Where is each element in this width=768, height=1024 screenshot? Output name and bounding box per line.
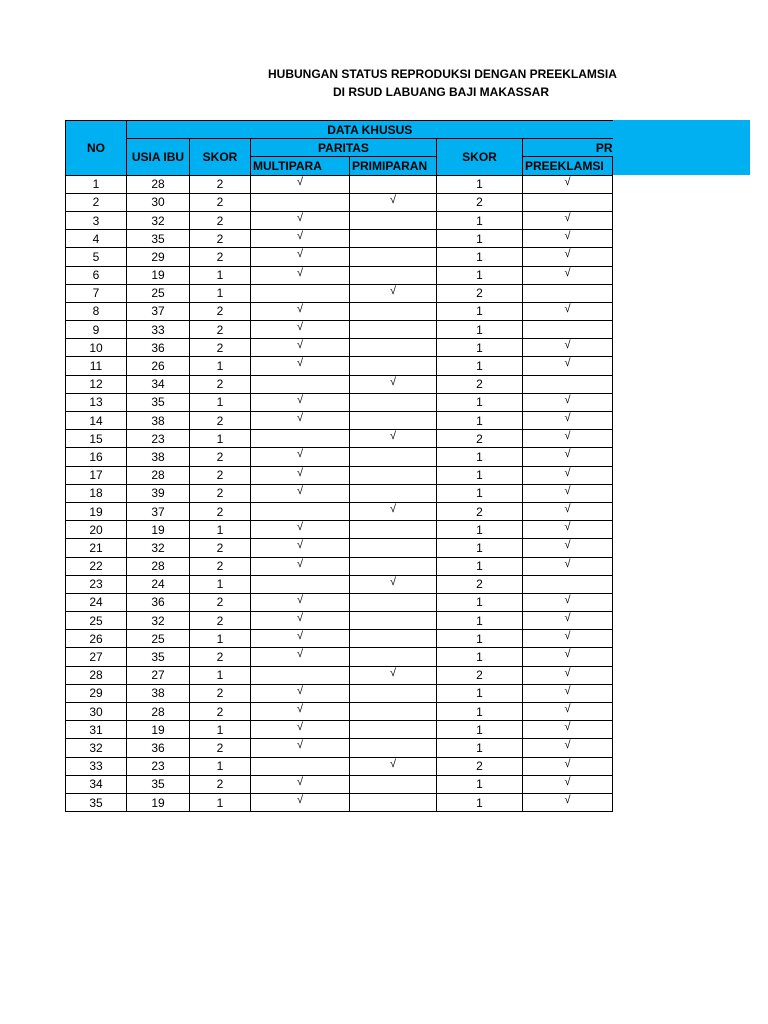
cell-usia-ibu: 39 — [127, 484, 190, 502]
table-row — [66, 721, 613, 739]
cell-multipara: √ — [251, 175, 350, 193]
cell-usia-ibu: 30 — [127, 193, 190, 211]
cell-skor: 2 — [190, 339, 251, 357]
cell-skor-2: 1 — [437, 230, 523, 248]
cell-multipara: √ — [251, 557, 350, 575]
cell-skor: 1 — [190, 521, 251, 539]
cell-multipara — [251, 284, 350, 302]
cell-primiparan — [350, 557, 437, 575]
cell-preeklamsi: √ — [523, 593, 613, 611]
cell-usia-ibu: 28 — [127, 175, 190, 193]
cell-primiparan — [350, 739, 437, 757]
cell-usia-ibu: 34 — [127, 375, 190, 393]
cell-usia-ibu: 33 — [127, 321, 190, 339]
cell-skor: 2 — [190, 502, 251, 520]
cell-no: 18 — [66, 484, 127, 502]
cell-skor-2: 1 — [437, 721, 523, 739]
cell-multipara: √ — [251, 521, 350, 539]
cell-skor: 1 — [190, 393, 251, 411]
cell-no: 13 — [66, 393, 127, 411]
cell-usia-ibu: 37 — [127, 502, 190, 520]
cell-skor-2: 1 — [437, 412, 523, 430]
cell-usia-ibu: 32 — [127, 612, 190, 630]
cell-preeklamsi: √ — [523, 557, 613, 575]
cell-skor: 2 — [190, 648, 251, 666]
table-row — [66, 793, 613, 811]
cell-skor-2: 1 — [437, 684, 523, 702]
cell-multipara: √ — [251, 393, 350, 411]
cell-no: 3 — [66, 211, 127, 229]
table-row — [66, 230, 613, 248]
cell-primiparan — [350, 521, 437, 539]
cell-no: 4 — [66, 230, 127, 248]
cell-preeklamsi: √ — [523, 357, 613, 375]
cell-no: 14 — [66, 412, 127, 430]
table-body — [66, 175, 613, 812]
cell-multipara: √ — [251, 793, 350, 811]
cell-usia-ibu: 24 — [127, 575, 190, 593]
cell-no: 21 — [66, 539, 127, 557]
cell-skor-2: 1 — [437, 248, 523, 266]
cell-skor: 2 — [190, 539, 251, 557]
cell-usia-ibu: 19 — [127, 793, 190, 811]
cell-skor: 1 — [190, 757, 251, 775]
cell-preeklamsi: √ — [523, 339, 613, 357]
cell-primiparan: √ — [350, 193, 437, 211]
cell-no: 20 — [66, 521, 127, 539]
cell-multipara — [251, 193, 350, 211]
cell-skor: 2 — [190, 211, 251, 229]
cell-no: 35 — [66, 793, 127, 811]
table-row — [66, 684, 613, 702]
cell-skor: 1 — [190, 284, 251, 302]
cell-primiparan — [350, 684, 437, 702]
cell-skor-2: 2 — [437, 375, 523, 393]
cell-no: 26 — [66, 630, 127, 648]
cell-no: 19 — [66, 502, 127, 520]
cell-multipara — [251, 375, 350, 393]
cell-primiparan — [350, 321, 437, 339]
cell-usia-ibu: 36 — [127, 339, 190, 357]
cell-preeklamsi: √ — [523, 393, 613, 411]
cell-primiparan — [350, 648, 437, 666]
header-overflow-band — [612, 120, 750, 175]
cell-primiparan — [350, 630, 437, 648]
cell-preeklamsi: √ — [523, 739, 613, 757]
cell-preeklamsi: √ — [523, 648, 613, 666]
table-header — [66, 121, 613, 176]
document-title: HUBUNGAN STATUS REPRODUKSI DENGAN PREEKLAMSIA — [268, 67, 617, 81]
header-primiparan: PRIMIPARAN — [350, 157, 437, 175]
cell-usia-ibu: 38 — [127, 412, 190, 430]
cell-multipara: √ — [251, 593, 350, 611]
cell-preeklamsi — [523, 193, 613, 211]
cell-no: 6 — [66, 266, 127, 284]
cell-no: 25 — [66, 612, 127, 630]
table-row — [66, 648, 613, 666]
cell-preeklamsi: √ — [523, 757, 613, 775]
cell-skor: 2 — [190, 593, 251, 611]
cell-preeklamsi: √ — [523, 521, 613, 539]
cell-primiparan — [350, 211, 437, 229]
cell-skor-2: 1 — [437, 484, 523, 502]
cell-usia-ibu: 35 — [127, 648, 190, 666]
cell-usia-ibu: 28 — [127, 557, 190, 575]
cell-preeklamsi: √ — [523, 484, 613, 502]
cell-skor-2: 1 — [437, 539, 523, 557]
table-row — [66, 575, 613, 593]
cell-skor: 2 — [190, 321, 251, 339]
cell-skor-2: 1 — [437, 521, 523, 539]
cell-skor: 1 — [190, 430, 251, 448]
cell-multipara: √ — [251, 539, 350, 557]
cell-skor-2: 1 — [437, 593, 523, 611]
cell-skor: 1 — [190, 357, 251, 375]
header-pr-cut: PR — [523, 139, 613, 157]
cell-usia-ibu: 36 — [127, 593, 190, 611]
cell-no: 22 — [66, 557, 127, 575]
table-row — [66, 757, 613, 775]
table-row — [66, 775, 613, 793]
cell-multipara: √ — [251, 412, 350, 430]
cell-skor-2: 1 — [437, 466, 523, 484]
header-preeklamsi: PREEKLAMSI — [523, 157, 613, 175]
cell-usia-ibu: 19 — [127, 721, 190, 739]
cell-multipara: √ — [251, 230, 350, 248]
cell-no: 28 — [66, 666, 127, 684]
cell-primiparan — [350, 266, 437, 284]
cell-primiparan: √ — [350, 575, 437, 593]
cell-usia-ibu: 32 — [127, 211, 190, 229]
cell-usia-ibu: 29 — [127, 248, 190, 266]
cell-skor-2: 1 — [437, 703, 523, 721]
cell-skor-2: 2 — [437, 193, 523, 211]
cell-usia-ibu: 28 — [127, 703, 190, 721]
cell-preeklamsi: √ — [523, 793, 613, 811]
cell-no: 34 — [66, 775, 127, 793]
cell-skor: 1 — [190, 721, 251, 739]
cell-primiparan — [350, 703, 437, 721]
cell-skor-2: 1 — [437, 557, 523, 575]
cell-primiparan — [350, 793, 437, 811]
cell-no: 17 — [66, 466, 127, 484]
cell-skor-2: 2 — [437, 284, 523, 302]
cell-multipara: √ — [251, 775, 350, 793]
cell-preeklamsi: √ — [523, 684, 613, 702]
cell-skor-2: 1 — [437, 321, 523, 339]
cell-skor: 1 — [190, 266, 251, 284]
cell-multipara: √ — [251, 248, 350, 266]
cell-primiparan: √ — [350, 375, 437, 393]
cell-no: 9 — [66, 321, 127, 339]
cell-preeklamsi: √ — [523, 230, 613, 248]
table-row — [66, 284, 613, 302]
cell-multipara: √ — [251, 357, 350, 375]
cell-multipara: √ — [251, 339, 350, 357]
cell-primiparan — [350, 466, 437, 484]
header-paritas: PARITAS — [251, 139, 437, 157]
cell-primiparan — [350, 393, 437, 411]
cell-preeklamsi: √ — [523, 430, 613, 448]
cell-no: 7 — [66, 284, 127, 302]
header-skor-2: SKOR — [437, 139, 523, 175]
cell-skor-2: 1 — [437, 175, 523, 193]
cell-preeklamsi — [523, 321, 613, 339]
table-row — [66, 321, 613, 339]
cell-usia-ibu: 28 — [127, 466, 190, 484]
cell-skor-2: 2 — [437, 502, 523, 520]
cell-skor-2: 1 — [437, 211, 523, 229]
cell-usia-ibu: 38 — [127, 448, 190, 466]
cell-no: 27 — [66, 648, 127, 666]
table-row — [66, 448, 613, 466]
cell-multipara — [251, 666, 350, 684]
cell-usia-ibu: 23 — [127, 430, 190, 448]
cell-primiparan — [350, 357, 437, 375]
cell-skor-2: 1 — [437, 775, 523, 793]
cell-skor: 2 — [190, 412, 251, 430]
cell-multipara: √ — [251, 321, 350, 339]
table-row — [66, 302, 613, 320]
cell-skor: 2 — [190, 248, 251, 266]
cell-multipara: √ — [251, 448, 350, 466]
cell-skor-2: 1 — [437, 739, 523, 757]
cell-skor-2: 1 — [437, 357, 523, 375]
cell-no: 1 — [66, 175, 127, 193]
cell-preeklamsi: √ — [523, 211, 613, 229]
cell-multipara: √ — [251, 484, 350, 502]
cell-skor-2: 2 — [437, 575, 523, 593]
cell-skor-2: 1 — [437, 266, 523, 284]
cell-preeklamsi: √ — [523, 539, 613, 557]
cell-usia-ibu: 32 — [127, 539, 190, 557]
cell-primiparan — [350, 230, 437, 248]
cell-multipara: √ — [251, 684, 350, 702]
cell-no: 23 — [66, 575, 127, 593]
header-skor: SKOR — [190, 139, 251, 175]
cell-primiparan — [350, 612, 437, 630]
cell-no: 10 — [66, 339, 127, 357]
cell-skor: 2 — [190, 684, 251, 702]
table-row — [66, 557, 613, 575]
table-row — [66, 612, 613, 630]
table-row — [66, 193, 613, 211]
cell-preeklamsi: √ — [523, 248, 613, 266]
header-multipara: MULTIPARA — [251, 157, 350, 175]
cell-preeklamsi: √ — [523, 175, 613, 193]
cell-skor: 2 — [190, 448, 251, 466]
cell-multipara: √ — [251, 302, 350, 320]
table-row — [66, 248, 613, 266]
cell-multipara: √ — [251, 630, 350, 648]
table-row — [66, 502, 613, 520]
cell-skor-2: 1 — [437, 793, 523, 811]
cell-preeklamsi: √ — [523, 612, 613, 630]
cell-usia-ibu: 19 — [127, 266, 190, 284]
header-usia-ibu: USIA IBU — [127, 139, 190, 175]
cell-skor-2: 2 — [437, 757, 523, 775]
cell-multipara: √ — [251, 739, 350, 757]
table-row — [66, 703, 613, 721]
cell-skor: 1 — [190, 666, 251, 684]
cell-usia-ibu: 36 — [127, 739, 190, 757]
cell-skor: 1 — [190, 793, 251, 811]
table-row — [66, 630, 613, 648]
cell-preeklamsi: √ — [523, 266, 613, 284]
cell-multipara — [251, 757, 350, 775]
cell-no: 5 — [66, 248, 127, 266]
cell-skor-2: 2 — [437, 430, 523, 448]
cell-multipara: √ — [251, 648, 350, 666]
cell-primiparan — [350, 248, 437, 266]
table-row — [66, 739, 613, 757]
cell-skor: 2 — [190, 775, 251, 793]
cell-multipara: √ — [251, 266, 350, 284]
table-row — [66, 430, 613, 448]
table-row — [66, 175, 613, 193]
cell-usia-ibu: 38 — [127, 684, 190, 702]
cell-no: 33 — [66, 757, 127, 775]
table-row — [66, 393, 613, 411]
cell-no: 8 — [66, 302, 127, 320]
cell-usia-ibu: 27 — [127, 666, 190, 684]
cell-skor: 1 — [190, 575, 251, 593]
table-row — [66, 412, 613, 430]
cell-no: 16 — [66, 448, 127, 466]
cell-preeklamsi — [523, 284, 613, 302]
cell-preeklamsi: √ — [523, 721, 613, 739]
cell-skor: 2 — [190, 703, 251, 721]
cell-skor-2: 1 — [437, 448, 523, 466]
cell-preeklamsi — [523, 375, 613, 393]
cell-preeklamsi: √ — [523, 302, 613, 320]
cell-skor-2: 1 — [437, 648, 523, 666]
cell-skor: 2 — [190, 612, 251, 630]
cell-skor: 1 — [190, 630, 251, 648]
cell-primiparan — [350, 175, 437, 193]
cell-multipara: √ — [251, 466, 350, 484]
cell-no: 2 — [66, 193, 127, 211]
cell-skor-2: 1 — [437, 630, 523, 648]
cell-skor-2: 1 — [437, 612, 523, 630]
cell-primiparan — [350, 593, 437, 611]
table-row — [66, 521, 613, 539]
cell-usia-ibu: 35 — [127, 393, 190, 411]
cell-multipara — [251, 430, 350, 448]
table-row — [66, 375, 613, 393]
cell-skor-2: 2 — [437, 666, 523, 684]
table-row — [66, 666, 613, 684]
cell-primiparan — [350, 539, 437, 557]
cell-primiparan: √ — [350, 430, 437, 448]
cell-primiparan — [350, 448, 437, 466]
cell-primiparan — [350, 302, 437, 320]
cell-usia-ibu: 35 — [127, 775, 190, 793]
cell-preeklamsi: √ — [523, 448, 613, 466]
cell-preeklamsi: √ — [523, 703, 613, 721]
cell-no: 31 — [66, 721, 127, 739]
cell-primiparan: √ — [350, 284, 437, 302]
cell-multipara: √ — [251, 612, 350, 630]
cell-skor: 2 — [190, 193, 251, 211]
cell-no: 30 — [66, 703, 127, 721]
cell-preeklamsi: √ — [523, 775, 613, 793]
cell-primiparan — [350, 412, 437, 430]
table-row — [66, 211, 613, 229]
cell-skor-2: 1 — [437, 393, 523, 411]
cell-no: 29 — [66, 684, 127, 702]
cell-skor: 2 — [190, 230, 251, 248]
cell-preeklamsi: √ — [523, 666, 613, 684]
cell-preeklamsi — [523, 575, 613, 593]
cell-preeklamsi: √ — [523, 502, 613, 520]
cell-skor: 2 — [190, 466, 251, 484]
table-row — [66, 593, 613, 611]
cell-skor: 2 — [190, 484, 251, 502]
cell-usia-ibu: 23 — [127, 757, 190, 775]
cell-skor: 2 — [190, 175, 251, 193]
cell-usia-ibu: 26 — [127, 357, 190, 375]
header-data-khusus: DATA KHUSUS — [127, 121, 613, 139]
cell-usia-ibu: 35 — [127, 230, 190, 248]
cell-primiparan: √ — [350, 666, 437, 684]
cell-usia-ibu: 25 — [127, 284, 190, 302]
cell-preeklamsi: √ — [523, 412, 613, 430]
cell-preeklamsi: √ — [523, 466, 613, 484]
cell-skor: 2 — [190, 375, 251, 393]
cell-primiparan: √ — [350, 757, 437, 775]
cell-no: 12 — [66, 375, 127, 393]
cell-skor: 2 — [190, 557, 251, 575]
cell-multipara: √ — [251, 211, 350, 229]
cell-usia-ibu: 19 — [127, 521, 190, 539]
table-row — [66, 357, 613, 375]
cell-usia-ibu: 37 — [127, 302, 190, 320]
cell-primiparan: √ — [350, 502, 437, 520]
document-subtitle: DI RSUD LABUANG BAJI MAKASSAR — [333, 85, 550, 99]
data-table — [65, 120, 613, 812]
cell-no: 11 — [66, 357, 127, 375]
cell-no: 32 — [66, 739, 127, 757]
cell-usia-ibu: 25 — [127, 630, 190, 648]
table-row — [66, 539, 613, 557]
cell-no: 24 — [66, 593, 127, 611]
cell-primiparan — [350, 721, 437, 739]
table-row — [66, 466, 613, 484]
table-row — [66, 266, 613, 284]
cell-primiparan — [350, 775, 437, 793]
table-row — [66, 339, 613, 357]
cell-skor-2: 1 — [437, 302, 523, 320]
cell-preeklamsi: √ — [523, 630, 613, 648]
cell-skor: 2 — [190, 739, 251, 757]
cell-primiparan — [350, 484, 437, 502]
cell-no: 15 — [66, 430, 127, 448]
header-no: NO — [66, 121, 127, 176]
table-row — [66, 484, 613, 502]
cell-multipara — [251, 502, 350, 520]
cell-skor: 2 — [190, 302, 251, 320]
cell-multipara — [251, 575, 350, 593]
cell-multipara: √ — [251, 703, 350, 721]
cell-multipara: √ — [251, 721, 350, 739]
cell-primiparan — [350, 339, 437, 357]
cell-skor-2: 1 — [437, 339, 523, 357]
